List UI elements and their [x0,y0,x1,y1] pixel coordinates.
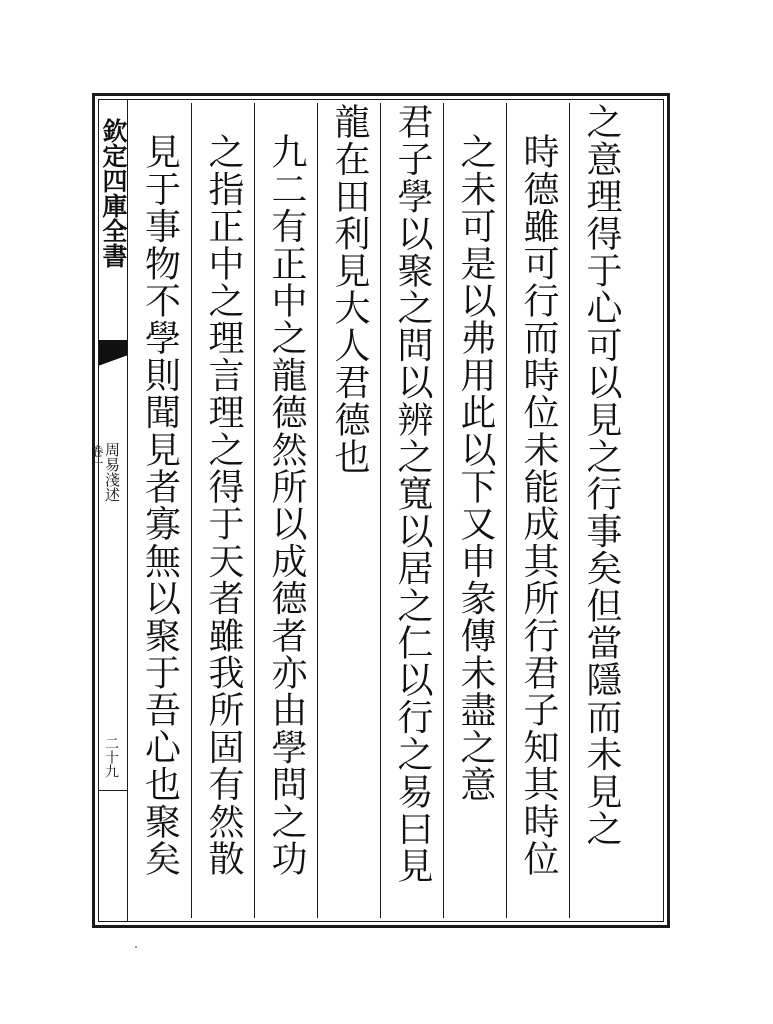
column-text: 九二有正中之龍德然所以成德者亦由學問之功 [266,133,307,877]
page-frame-inner [90,99,664,922]
fish-tail-mark-icon [99,340,127,376]
text-column-8 [569,103,632,918]
text-column-2 [191,103,254,918]
margin-column [90,100,128,921]
column-text: 之指正中之理言理之得于天者雖我所固有然散 [203,133,244,877]
text-column-3 [254,103,317,918]
text-column-5 [380,103,443,918]
page-frame [92,93,670,928]
volume-label: 卷一 [90,445,104,469]
collection-title: 欽定四庫全書 [99,118,128,268]
text-column-1 [128,103,191,918]
text-column-4 [317,103,380,918]
paper-speck [135,946,137,948]
book-title: 周易淺述 [103,442,121,502]
text-column-6 [443,103,506,918]
column-text: 之未可是以弗用此以下又申彖傳未盡之意 [455,133,496,803]
page-number-rule [99,790,127,791]
column-text: 見于事物不學則聞見者寡無以聚于吾心也聚矣 [139,133,181,877]
column-text: 之意理得于心可以見之行事矣但當隱而未見之 [581,103,622,847]
page-number: 二十九 [103,736,119,778]
column-text: 君子學以聚之問以辨之寬以居之仁以行之易曰見 [392,103,433,885]
text-column-7 [506,103,569,918]
column-text: 時德雖可行而時位未能成其所行君子知其時位 [518,133,559,877]
text-body [128,103,660,918]
column-text: 龍在田利見大人君德也 [329,103,370,475]
